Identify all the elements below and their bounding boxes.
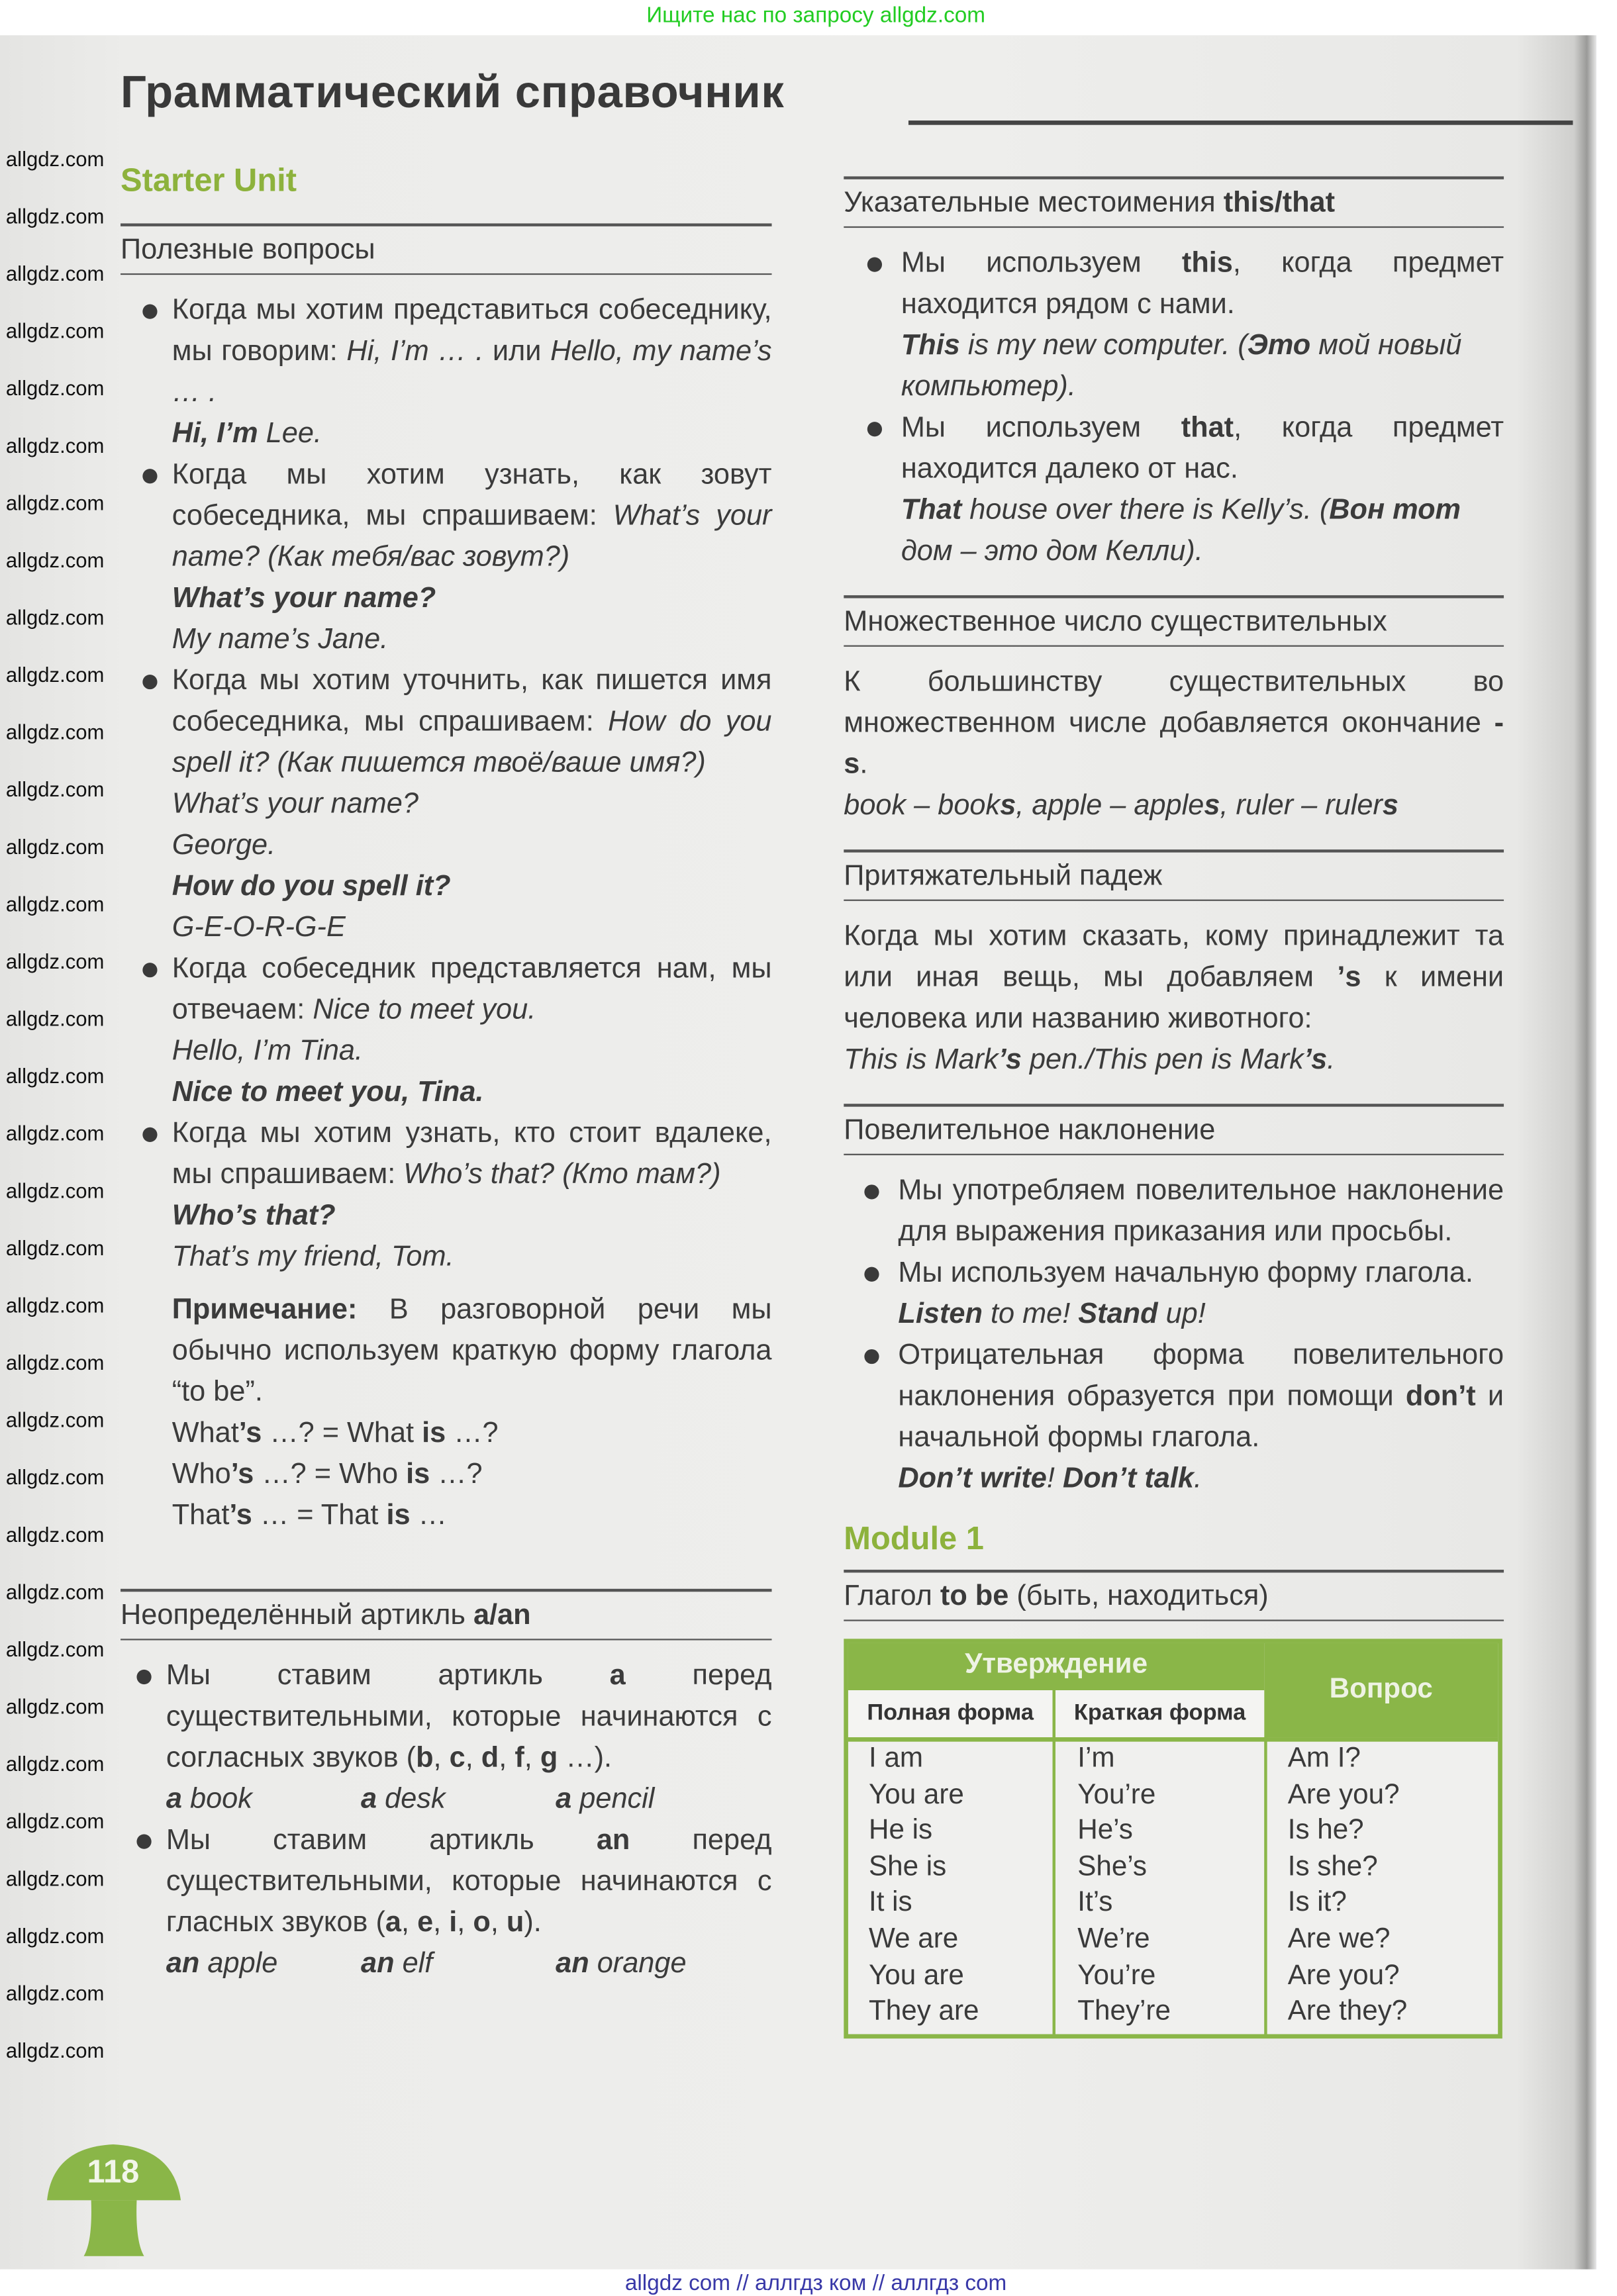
table-cell: Are they?: [1287, 1996, 1408, 2027]
emphasis-text: a: [556, 1782, 572, 1815]
emphasis-text: ’s: [1303, 1043, 1328, 1076]
table-column-full: [869, 1742, 979, 2031]
example-text: [172, 1412, 772, 1453]
emphasis-text: an: [361, 1947, 395, 1980]
emphasis-text: s: [1382, 789, 1398, 822]
table-cell: He’s: [1077, 1815, 1133, 1846]
text-run: ,: [433, 1741, 450, 1774]
emphasis-text: o: [473, 1906, 491, 1939]
watermark: allgdz.com: [5, 1637, 105, 1661]
table-cell: It is: [869, 1888, 912, 1919]
emphasis-text: Stand: [1078, 1298, 1158, 1331]
text-run: Мы употребляем повелительное наклонение для выражения приказания или просьбы.: [898, 1174, 1504, 1248]
table-column-question: [1288, 1742, 1408, 2031]
example-text: [172, 1195, 772, 1236]
watermark: allgdz.com: [5, 491, 105, 514]
example-text: [172, 1454, 772, 1495]
text-run: Who’s that? (Кто там?): [403, 1158, 721, 1191]
table-cell: He is: [869, 1815, 933, 1846]
section-heading-plural: [844, 597, 1504, 644]
example-text: [166, 1943, 342, 1984]
examples-row: [166, 1778, 732, 1819]
text-run: ,: [401, 1906, 418, 1939]
emphasis-text: Hi, I’m: [172, 417, 258, 450]
emphasis-text: is: [422, 1417, 446, 1449]
mushroom-stem-icon: [84, 2200, 144, 2256]
example-text: [556, 1778, 732, 1819]
text-run: ,: [433, 1906, 450, 1939]
table-col-full-form: Полная форма: [848, 1690, 1055, 1737]
text-run: What: [172, 1417, 239, 1449]
emphasis-text: Who’s that?: [172, 1199, 336, 1232]
bullet-text: [166, 1655, 772, 1778]
bullet-icon: [867, 422, 882, 436]
table-cell: She is: [869, 1851, 947, 1883]
bullet-item: [121, 660, 771, 948]
emphasis-text: an: [166, 1947, 200, 1980]
text-run: pen./This pen is Mark: [1021, 1043, 1304, 1076]
example-text: [172, 619, 772, 660]
example-text: [172, 866, 772, 907]
table-cell: They are: [869, 1996, 979, 2027]
text-run: Nice to meet you.: [313, 993, 536, 1026]
text-run: Who: [172, 1458, 231, 1491]
emphasis-text: e: [417, 1906, 434, 1939]
table-col-short-form: Краткая форма: [1055, 1690, 1264, 1737]
text-run: G-E-O-R-G-E: [172, 911, 346, 944]
text-run: …? = What: [262, 1417, 422, 1449]
emphasis-text: Вон тот: [1329, 493, 1461, 526]
emphasis-text: Don’t write: [898, 1462, 1047, 1495]
emphasis-text: this: [1181, 246, 1233, 279]
watermark: allgdz.com: [5, 1866, 105, 1890]
text-run: Мы используем начальную форму глагола.: [898, 1257, 1473, 1289]
example-text: [172, 907, 772, 948]
text-run: к имени человека или названию животного:: [844, 961, 1504, 1035]
bullet-text: [901, 242, 1504, 324]
table-cell: She’s: [1077, 1851, 1148, 1883]
bullet-icon: [142, 963, 157, 977]
text-run: …).: [558, 1741, 612, 1774]
text-run: и начальной формы глагола.: [898, 1380, 1504, 1454]
text-run: elf: [394, 1947, 433, 1980]
example-text: [172, 413, 772, 454]
example-text: [172, 1236, 772, 1277]
emphasis-text: ’s: [230, 1458, 254, 1491]
text-run: дом – это дом Келли).: [901, 535, 1203, 567]
divider: [844, 899, 1504, 901]
table-cell: It’s: [1077, 1888, 1113, 1919]
left-column: [121, 159, 771, 1984]
bullet-text: [172, 948, 772, 1030]
emphasis-text: a: [166, 1782, 182, 1815]
bullet-text: [898, 1252, 1504, 1293]
emphasis-text: a: [609, 1659, 626, 1692]
right-column: [844, 176, 1504, 2038]
emphasis-text: Примечание:: [172, 1293, 358, 1326]
bullet-icon: [142, 305, 157, 319]
text-run: Когда мы хотим узнать, кто стоит вдалеке, мы спрашиваем:: [172, 1117, 772, 1191]
top-banner: Ищите нас по запросу allgdz.com: [646, 3, 985, 28]
text-run: Мы используем: [901, 411, 1181, 444]
text-run: My name’s Jane.: [172, 623, 389, 656]
text-run: , apple – apple: [1016, 789, 1204, 822]
emphasis-text: b: [416, 1741, 434, 1774]
section-heading-articles: [121, 1591, 771, 1638]
possessive-rule-text: [844, 916, 1504, 1039]
table-cell: Are you?: [1287, 1960, 1400, 1991]
bottom-banner: allgdz com // аллгдз ком // аллгдз com: [624, 2270, 1007, 2296]
bullet-icon: [142, 675, 157, 689]
table-cell: Is it?: [1287, 1888, 1347, 1919]
bullet-icon: [864, 1184, 879, 1199]
watermark: allgdz.com: [5, 433, 105, 457]
bullet-text: [898, 1335, 1504, 1458]
emphasis-text: u: [506, 1906, 524, 1939]
bullet-icon: [864, 1267, 879, 1282]
section-heading-possessive: [844, 851, 1504, 898]
text-run: up!: [1157, 1298, 1206, 1331]
watermark: allgdz.com: [5, 1923, 105, 1948]
emphasis-text: i: [449, 1906, 458, 1939]
watermark: allgdz.com: [5, 1351, 105, 1374]
text-run: мой новый компьютер).: [901, 329, 1462, 403]
bullet-item: [844, 242, 1504, 407]
emphasis-text: to be: [940, 1579, 1009, 1612]
emphasis-text: This: [901, 329, 960, 362]
table-cell: You’re: [1077, 1960, 1156, 1991]
watermark: allgdz.com: [5, 1064, 105, 1088]
bullet-item: [121, 454, 771, 660]
emphasis-text: f: [514, 1741, 524, 1774]
text-run: Неопределённый артикль: [121, 1598, 473, 1631]
table-col-divider: [1264, 1737, 1267, 2034]
watermark: allgdz.com: [5, 777, 105, 801]
bullet-item: [121, 948, 771, 1113]
bullet-text: [898, 1170, 1504, 1252]
examples-row: [166, 1943, 732, 1984]
text-run: Мы используем: [901, 246, 1182, 279]
table-cell: They’re: [1077, 1996, 1171, 2027]
text-run: Hello, I’m Tina.: [172, 1034, 364, 1067]
example-text: [898, 1294, 1504, 1335]
unit-heading: Starter Unit: [121, 162, 297, 199]
watermark: allgdz.com: [5, 1465, 105, 1489]
table-cell: You are: [869, 1779, 964, 1811]
divider: [844, 644, 1504, 646]
watermark: allgdz.com: [5, 1006, 105, 1031]
text-run: перед существительными, которые начинаются с согласных звуков (: [166, 1659, 772, 1774]
emphasis-text: an: [596, 1824, 630, 1856]
text-run: …? = Who: [254, 1458, 407, 1491]
emphasis-text: How do you spell it?: [172, 870, 451, 903]
emphasis-text: Don’t talk: [1062, 1462, 1194, 1495]
example-text: [172, 783, 772, 824]
watermark: allgdz.com: [5, 204, 105, 228]
text-run: to me!: [982, 1298, 1079, 1331]
note-block: [121, 1289, 771, 1536]
text-run: What’s your name?: [172, 787, 418, 820]
section-heading-demonstratives: [844, 179, 1504, 226]
text-run: ,: [490, 1906, 507, 1939]
emphasis-text: a: [361, 1782, 377, 1815]
watermark: allgdz.com: [5, 1121, 105, 1145]
watermark: allgdz.com: [5, 1580, 105, 1604]
watermark: allgdz.com: [5, 663, 105, 687]
watermark: allgdz.com: [5, 548, 105, 572]
bullet-icon: [136, 1835, 151, 1849]
text-run: ,: [465, 1741, 481, 1774]
text-run: Hello, my name’s … .: [172, 335, 772, 409]
module-heading: Module 1: [844, 1519, 984, 1556]
page-title: Грамматический справочник: [121, 66, 785, 118]
example-text: [901, 489, 1504, 571]
text-run: …: [410, 1499, 447, 1532]
text-run: Повелительное наклонение: [844, 1113, 1216, 1146]
example-text: [556, 1943, 732, 1984]
emphasis-text: s: [1000, 789, 1016, 822]
emphasis-text: What’s your name?: [172, 582, 436, 614]
text-run: orange: [589, 1947, 687, 1980]
emphasis-text: -s: [844, 706, 1504, 781]
plural-rule-text: [844, 661, 1504, 785]
emphasis-text: s: [1204, 789, 1220, 822]
watermark: allgdz.com: [5, 1236, 105, 1260]
bullet-item: [844, 1335, 1504, 1500]
emphasis-text: is: [386, 1499, 411, 1532]
watermark: allgdz.com: [5, 892, 105, 916]
bullet-icon: [136, 1670, 151, 1684]
table-cell: Is he?: [1287, 1815, 1364, 1846]
table-cell: Is she?: [1287, 1851, 1378, 1883]
text-run: Мы ставим артикль: [166, 1659, 610, 1692]
emphasis-text: a/an: [473, 1598, 531, 1631]
text-run: Указательные местоимения: [844, 185, 1224, 218]
text-run: ,: [499, 1741, 515, 1774]
table-question-header: Вопрос: [1264, 1643, 1498, 1737]
bullet-item: [844, 1170, 1504, 1252]
emphasis-text: that: [1181, 411, 1234, 444]
bullet-text: [166, 1819, 772, 1942]
table-cell: I’m: [1077, 1743, 1115, 1774]
bullet-item: [121, 1113, 771, 1278]
to-be-table: [844, 1639, 1502, 2038]
text-run: .: [1327, 1043, 1336, 1076]
text-run: is my new computer. (: [959, 329, 1248, 362]
example-text: [898, 1458, 1504, 1499]
text-run: George.: [172, 829, 276, 861]
bullet-icon: [867, 258, 882, 272]
text-run: ).: [524, 1906, 542, 1939]
text-run: перед существительными, которые начинаются с гласных звуков (: [166, 1824, 772, 1939]
watermark: allgdz.com: [5, 1408, 105, 1432]
example-text: [166, 1778, 342, 1819]
plural-example: [844, 785, 1504, 826]
text-run: Lee.: [258, 417, 322, 450]
watermark: allgdz.com: [5, 1694, 105, 1719]
table-cell: You are: [869, 1960, 964, 1991]
text-run: , ruler – ruler: [1220, 789, 1383, 822]
divider: [121, 273, 771, 275]
text-run: или: [483, 335, 551, 367]
table-rule: [848, 1737, 1498, 1742]
text-run: Притяжательный падеж: [844, 859, 1163, 892]
text-run: .: [859, 747, 868, 781]
text-run: Отрицательная форма повелительного наклонения образуется при помощи: [898, 1339, 1504, 1413]
table-cell: You’re: [1077, 1779, 1156, 1811]
watermark: allgdz.com: [5, 949, 105, 973]
table-column-short: [1077, 1742, 1171, 2031]
text-run: pencil: [571, 1782, 655, 1815]
emphasis-text: Это: [1247, 329, 1311, 362]
watermark: allgdz.com: [5, 376, 105, 400]
text-run: Когда мы хотим сказать, кому принадлежит та или иная вещь, мы добавляем: [844, 920, 1504, 994]
emphasis-text: Listen: [898, 1298, 983, 1331]
watermark: allgdz.com: [5, 834, 105, 859]
watermark: allgdz.com: [5, 1981, 105, 2005]
watermark: allgdz.com: [5, 147, 105, 171]
text-run: … = That: [252, 1499, 387, 1532]
text-run: К большинству существительных во множественном числе добавляется окончание: [844, 665, 1504, 740]
emphasis-text: ’s: [1337, 961, 1361, 994]
divider: [844, 226, 1504, 228]
text-run: Когда собеседник представляется нам, мы отвечаем:: [172, 952, 772, 1026]
bullet-item: [121, 289, 771, 454]
bullet-text: [172, 454, 772, 577]
bullet-item: [844, 407, 1504, 572]
text-run: (быть, находиться): [1008, 1579, 1269, 1612]
table-group-header: Утверждение: [848, 1643, 1264, 1690]
text-run: desk: [377, 1782, 446, 1815]
text-run: , когда предмет находится далеко от нас.: [901, 411, 1504, 485]
text-run: house over there is Kelly’s. (: [961, 493, 1330, 526]
text-run: Глагол: [844, 1579, 940, 1612]
example-text: [172, 824, 772, 865]
page-number-mushroom: [44, 2138, 184, 2259]
text-run: That: [172, 1499, 230, 1532]
emphasis-text: ’s: [998, 1043, 1022, 1076]
table-cell: Am I?: [1287, 1743, 1361, 1774]
text-run: Множественное число существительных: [844, 604, 1387, 638]
emphasis-text: ’s: [229, 1499, 252, 1532]
title-rule: [908, 120, 1573, 125]
text-run: В разговорной речи мы обычно используем краткую форму глагола “to be”.: [172, 1293, 772, 1408]
emphasis-text: is: [406, 1458, 430, 1491]
watermark: allgdz.com: [5, 1752, 105, 1776]
example-text: [172, 1495, 772, 1536]
example-text: [361, 1943, 537, 1984]
watermark: allgdz.com: [5, 2038, 105, 2062]
emphasis-text: c: [449, 1741, 466, 1774]
example-text: [172, 1071, 772, 1112]
bullet-item: [121, 1819, 771, 1984]
text-run: !: [1046, 1462, 1063, 1495]
bullet-icon: [142, 1127, 157, 1142]
emphasis-text: an: [556, 1947, 589, 1980]
divider: [844, 1619, 1504, 1621]
emphasis-text: d: [481, 1741, 499, 1774]
bullet-text: [172, 660, 772, 783]
text-run: Мы ставим артикль: [166, 1824, 597, 1856]
text-run: ,: [524, 1741, 540, 1774]
text-run: book: [181, 1782, 252, 1815]
bullet-text: [172, 1113, 772, 1195]
section-heading-to-be: [844, 1572, 1504, 1619]
emphasis-text: Nice to meet you, Tina.: [172, 1076, 484, 1108]
text-run: Когда мы хотим представиться собеседнику, мы говорим:: [172, 294, 772, 367]
text-run: This is Mark: [844, 1043, 999, 1076]
divider: [844, 1153, 1504, 1155]
watermark: allgdz.com: [5, 1178, 105, 1202]
text-run: Hi, I’m … .: [346, 335, 484, 367]
emphasis-text: this/that: [1223, 185, 1336, 218]
table-cell: Are we?: [1287, 1923, 1391, 1955]
emphasis-text: don’t: [1405, 1380, 1476, 1413]
example-text: [901, 325, 1504, 407]
example-text: [361, 1778, 537, 1819]
section-heading-useful-questions: Полезные вопросы: [121, 232, 375, 265]
text-run: , когда предмет находится рядом с нами.: [901, 246, 1504, 320]
text-run: ,: [457, 1906, 473, 1939]
bullet-item: [844, 1252, 1504, 1334]
example-text: [172, 577, 772, 618]
page-number: 118: [87, 2154, 140, 2190]
table-cell: We are: [869, 1923, 959, 1955]
text-run: book – book: [844, 789, 1001, 822]
table-col-divider: [1053, 1690, 1055, 2034]
bullet-text: [901, 407, 1504, 489]
watermark: allgdz.com: [5, 1809, 105, 1833]
emphasis-text: That: [901, 493, 962, 526]
bullet-item: [121, 1655, 771, 1820]
text-run: That’s my friend, Tom.: [172, 1240, 454, 1273]
watermark: allgdz.com: [5, 605, 105, 630]
bullet-icon: [864, 1349, 879, 1364]
text-run: …?: [446, 1417, 499, 1449]
watermark: allgdz.com: [5, 1293, 105, 1317]
text-run: apple: [199, 1947, 278, 1980]
watermark: allgdz.com: [5, 318, 105, 343]
text-run: …?: [430, 1458, 483, 1491]
table-cell: I am: [869, 1743, 924, 1774]
emphasis-text: a: [385, 1906, 401, 1939]
watermark: allgdz.com: [5, 262, 105, 285]
text-run: What’s your name? (Как тебя/вас зовут?): [172, 499, 772, 573]
divider: [121, 1638, 771, 1640]
table-cell: Are you?: [1287, 1779, 1400, 1811]
watermark: allgdz.com: [5, 720, 105, 744]
text-run: .: [1193, 1462, 1202, 1495]
emphasis-text: ’s: [238, 1417, 262, 1449]
bullet-text: [172, 289, 772, 412]
section-heading-imperative: [844, 1106, 1504, 1153]
emphasis-text: g: [540, 1741, 558, 1774]
watermark: allgdz.com: [5, 1522, 105, 1547]
text-run: Когда мы хотим узнать, как зовут собеседника, мы спрашиваем:: [172, 458, 772, 532]
bullet-text: [172, 1289, 772, 1412]
bullet-icon: [142, 469, 157, 483]
table-cell: We’re: [1077, 1923, 1150, 1955]
text-run: How do you spell it? (Как пишется твоё/ваше имя?): [172, 705, 772, 779]
possessive-example: [844, 1039, 1504, 1080]
text-run: Когда мы хотим уточнить, как пишется имя собеседника, мы спрашиваем:: [172, 664, 772, 738]
example-text: [172, 1030, 772, 1071]
